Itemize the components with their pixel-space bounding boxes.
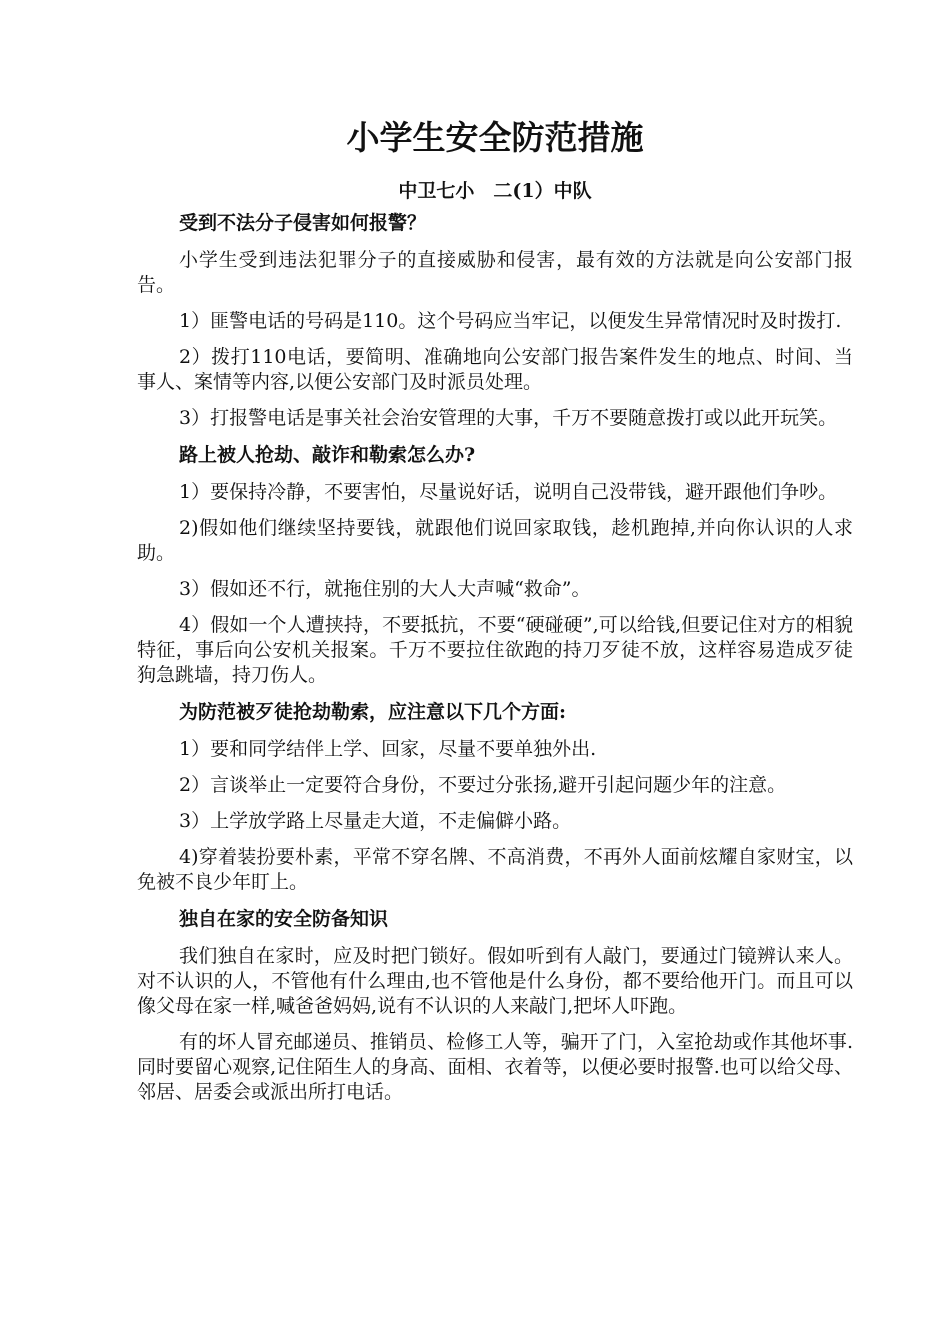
section-robbery-on-road (137, 442, 853, 688)
section-report-crime (137, 210, 853, 431)
document-subtitle: 中卫七小 二(1）中队 (398, 180, 592, 202)
section-heading: 受到不法分子侵害如何报警？ (179, 212, 427, 234)
paragraph: 4）假如一个人遭挟持，不要抵抗，不要“硬碰硬”,可以给钱,但要记住对方的相貌特征，事后向公安机关报案。千万不要拉住欲跑的持刀歹徒不放，这样容易造成歹徒狗急跳墙，持刀伤人。 (137, 614, 853, 686)
paragraph: 3）上学放学路上尽量走大道，不走偏僻小路。 (179, 810, 572, 832)
paragraph: 1）匪警电话的号码是110。这个号码应当牢记，以便发生异常情况时及时拨打. (179, 310, 842, 332)
section-heading: 路上被人抢劫、敲诈和勒索怎么办? (179, 444, 476, 466)
paragraph: 1）要和同学结伴上学、回家，尽量不要单独外出. (179, 738, 597, 760)
paragraph: 2)假如他们继续坚持要钱，就跟他们说回家取钱，趁机跑掉,并向你认识的人求助。 (137, 517, 853, 564)
document-page (137, 110, 853, 1116)
paragraph: 3）假如还不行，就拖住别的大人大声喊“救命”。 (179, 578, 591, 600)
paragraph: 1）要保持冷静，不要害怕，尽量说好话，说明自己没带钱，避开跟他们争吵。 (179, 481, 838, 503)
paragraph: 小学生受到违法犯罪分子的直接威胁和侵害，最有效的方法就是向公安部门报告。 (137, 249, 853, 296)
section-home-alone (137, 906, 853, 1105)
paragraph: 有的坏人冒充邮递员、推销员、检修工人等，骗开了门，入室抢劫或作其他坏事.同时要留心观察,记住陌生人的身高、面相、衣着等，以便必要时报警.也可以给父母、邻居、居委会或派出所打电话。 (137, 1031, 853, 1103)
paragraph: 4)穿着装扮要朴素，平常不穿名牌、不高消费，不再外人面前炫耀自家财宝，以免被不良少年盯上。 (137, 846, 853, 893)
section-heading: 独自在家的安全防备知识 (179, 908, 389, 930)
paragraph: 我们独自在家时，应及时把门锁好。假如听到有人敲门，要通过门镜辨认来人。对不认识的人，不管他有什么理由,也不管他是什么身份，都不要给他开门。而且可以像父母在家一样,喊爸爸妈妈,说有不认识的人来敲门,把坏人吓跑。 (137, 945, 853, 1017)
paragraph: 2）拨打110电话，要简明、准确地向公安部门报告案件发生的地点、时间、当事人、案情等内容,以便公安部门及时派员处理。 (137, 346, 853, 393)
paragraph: 3）打报警电话是事关社会治安管理的大事，千万不要随意拨打或以此开玩笑。 (179, 407, 838, 429)
section-heading: 为防范被歹徒抢劫勒索，应注意以下几个方面: (179, 701, 567, 723)
section-prevention (137, 699, 853, 895)
document-title: 小学生安全防范措施 (346, 118, 644, 157)
paragraph: 2）言谈举止一定要符合身份，不要过分张扬,避开引起问题少年的注意。 (179, 774, 787, 796)
